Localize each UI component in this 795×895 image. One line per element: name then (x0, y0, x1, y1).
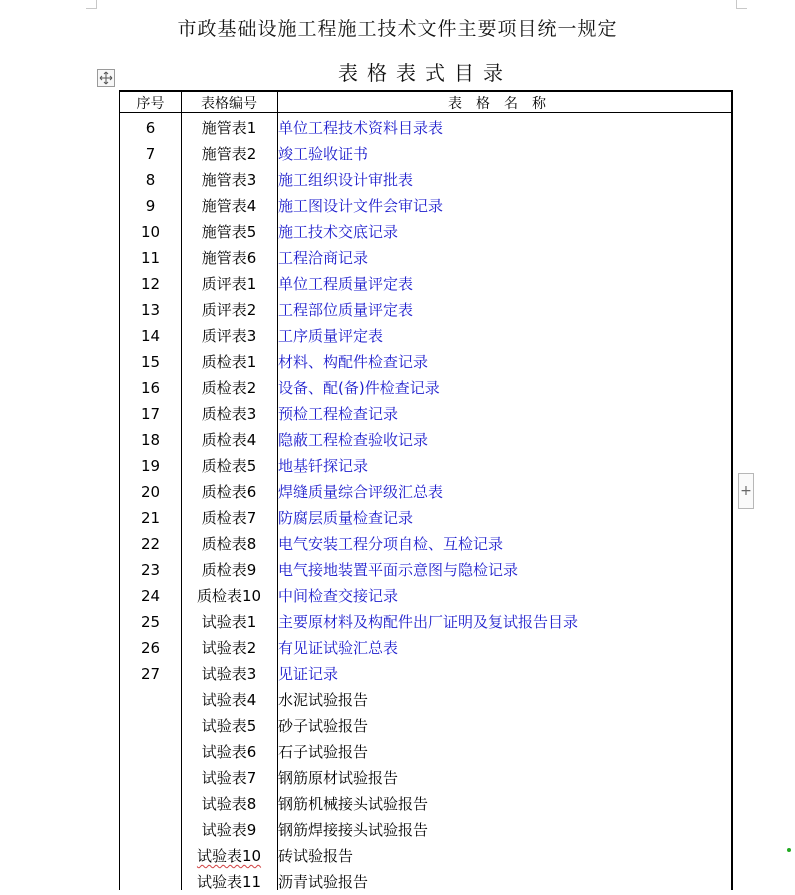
form-name: 水泥试验报告 (278, 691, 369, 709)
form-name-link[interactable]: 工序质量评定表 (278, 327, 384, 345)
form-code: 质检表4 (201, 431, 257, 449)
form-name-link[interactable]: 中间检查交接记录 (278, 587, 399, 605)
form-code: 施管表6 (201, 249, 257, 267)
table-row (120, 167, 731, 193)
form-name-link[interactable]: 预检工程检查记录 (278, 405, 399, 423)
form-code: 试验表10 (196, 847, 262, 865)
form-code: 试验表7 (201, 769, 257, 787)
row-number: 20 (140, 483, 161, 501)
table-row (120, 453, 731, 479)
form-name-link[interactable]: 施工技术交底记录 (278, 223, 399, 241)
table-row (120, 869, 731, 895)
form-name: 砖试验报告 (278, 847, 354, 865)
form-name-link[interactable]: 焊缝质量综合评级汇总表 (278, 483, 444, 501)
row-number: 18 (140, 431, 161, 449)
table-title: 表格表式目录 (338, 61, 512, 85)
form-name-link[interactable]: 设备、配(备)件检查记录 (278, 379, 440, 397)
plus-icon: + (740, 483, 752, 499)
form-code: 试验表6 (201, 743, 257, 761)
form-name-link[interactable]: 有见证试验汇总表 (278, 639, 399, 657)
form-code: 试验表1 (201, 613, 257, 631)
row-number: 27 (140, 665, 161, 683)
table-row (120, 713, 731, 739)
row-number: 17 (140, 405, 161, 423)
form-code: 试验表9 (201, 821, 257, 839)
form-name-link[interactable]: 材料、构配件检查记录 (278, 353, 429, 371)
form-name-link[interactable]: 单位工程质量评定表 (278, 275, 414, 293)
table-row (120, 297, 731, 323)
table-row (120, 505, 731, 531)
form-name-link[interactable]: 防腐层质量检查记录 (278, 509, 414, 527)
page-corner-mark-right (736, 0, 747, 9)
form-name-link[interactable]: 施工组织设计审批表 (278, 171, 414, 189)
table-row (120, 817, 731, 843)
form-name-link[interactable]: 电气接地装置平面示意图与隐检记录 (278, 561, 519, 579)
table-row (120, 609, 731, 635)
row-number: 23 (140, 561, 161, 579)
form-name-link[interactable]: 见证记录 (278, 665, 339, 683)
table-body (120, 115, 731, 895)
row-number: 19 (140, 457, 161, 475)
table-row (120, 531, 731, 557)
add-column-handle[interactable] (738, 473, 754, 509)
form-code: 试验表2 (201, 639, 257, 657)
table-row (120, 687, 731, 713)
table-row (120, 661, 731, 687)
form-name-link[interactable]: 工程洽商记录 (278, 249, 369, 267)
form-name-link[interactable]: 地基钎探记录 (278, 457, 369, 475)
table-row (120, 401, 731, 427)
table-move-handle[interactable] (97, 69, 115, 87)
form-name-link[interactable]: 工程部位质量评定表 (278, 301, 414, 319)
table-row (120, 427, 731, 453)
form-name-link[interactable]: 竣工验收证书 (278, 145, 369, 163)
form-code: 质检表6 (201, 483, 257, 501)
form-code: 质检表2 (201, 379, 257, 397)
form-code: 施管表1 (201, 119, 257, 137)
table-row (120, 635, 731, 661)
form-name-link[interactable]: 施工图设计文件会审记录 (278, 197, 444, 215)
form-code: 质检表3 (201, 405, 257, 423)
form-name-link[interactable]: 单位工程技术资料目录表 (278, 119, 444, 137)
table-row (120, 245, 731, 271)
table-row (120, 193, 731, 219)
row-number: 10 (140, 223, 161, 241)
form-code: 试验表4 (201, 691, 257, 709)
table-header (120, 92, 731, 113)
form-name: 沥青试验报告 (278, 873, 369, 891)
form-name: 钢筋机械接头试验报告 (278, 795, 429, 813)
form-name: 石子试验报告 (278, 743, 369, 761)
form-code: 质评表2 (201, 301, 257, 319)
table-row (120, 765, 731, 791)
table-row (120, 375, 731, 401)
row-number: 24 (140, 587, 161, 605)
table-row (120, 349, 731, 375)
table-row (120, 271, 731, 297)
form-code: 施管表3 (201, 171, 257, 189)
row-number: 21 (140, 509, 161, 527)
table-row (120, 115, 731, 141)
form-code: 施管表2 (201, 145, 257, 163)
form-name-link[interactable]: 主要原材料及构配件出厂证明及复试报告目录 (278, 613, 579, 631)
table-row (120, 739, 731, 765)
header-no: 序号 (136, 96, 165, 112)
form-code: 施管表4 (201, 197, 257, 215)
form-code: 试验表11 (196, 873, 262, 891)
form-code: 质检表7 (201, 509, 257, 527)
form-code: 施管表5 (201, 223, 257, 241)
row-number: 13 (140, 301, 161, 319)
form-code: 试验表5 (201, 717, 257, 735)
row-number: 16 (140, 379, 161, 397)
header-name: 表格名称 (448, 96, 560, 112)
form-name: 钢筋焊接接头试验报告 (278, 821, 429, 839)
table-row (120, 323, 731, 349)
forms-table (119, 90, 733, 890)
move-arrows-icon (99, 71, 113, 85)
table-row (120, 219, 731, 245)
table-row (120, 791, 731, 817)
row-number: 14 (140, 327, 161, 345)
header-code: 表格编号 (201, 96, 257, 112)
form-name-link[interactable]: 电气安装工程分项自检、互检记录 (278, 535, 504, 553)
form-name: 钢筋原材试验报告 (278, 769, 399, 787)
table-row (120, 583, 731, 609)
form-code: 质检表1 (201, 353, 257, 371)
status-dot (787, 848, 791, 852)
table-row (120, 843, 731, 869)
form-name: 砂子试验报告 (278, 717, 369, 735)
row-number: 6 (145, 119, 156, 137)
document-title: 市政基础设施工程施工技术文件主要项目统一规定 (177, 18, 618, 40)
row-number: 11 (140, 249, 161, 267)
row-number: 9 (145, 197, 156, 215)
row-number: 12 (140, 275, 161, 293)
row-number: 7 (145, 145, 156, 163)
row-number: 26 (140, 639, 161, 657)
row-number: 22 (140, 535, 161, 553)
form-code: 试验表8 (201, 795, 257, 813)
form-code: 质检表8 (201, 535, 257, 553)
form-code: 试验表3 (201, 665, 257, 683)
form-code: 质检表5 (201, 457, 257, 475)
form-code: 质检表9 (201, 561, 257, 579)
row-number: 8 (145, 171, 156, 189)
row-number: 15 (140, 353, 161, 371)
form-code: 质评表1 (201, 275, 257, 293)
form-code: 质评表3 (201, 327, 257, 345)
table-row (120, 141, 731, 167)
form-name-link[interactable]: 隐蔽工程检查验收记录 (278, 431, 429, 449)
page-corner-mark-left (86, 0, 97, 9)
row-number: 25 (140, 613, 161, 631)
table-row (120, 557, 731, 583)
form-code: 质检表10 (196, 587, 262, 605)
table-row (120, 479, 731, 505)
